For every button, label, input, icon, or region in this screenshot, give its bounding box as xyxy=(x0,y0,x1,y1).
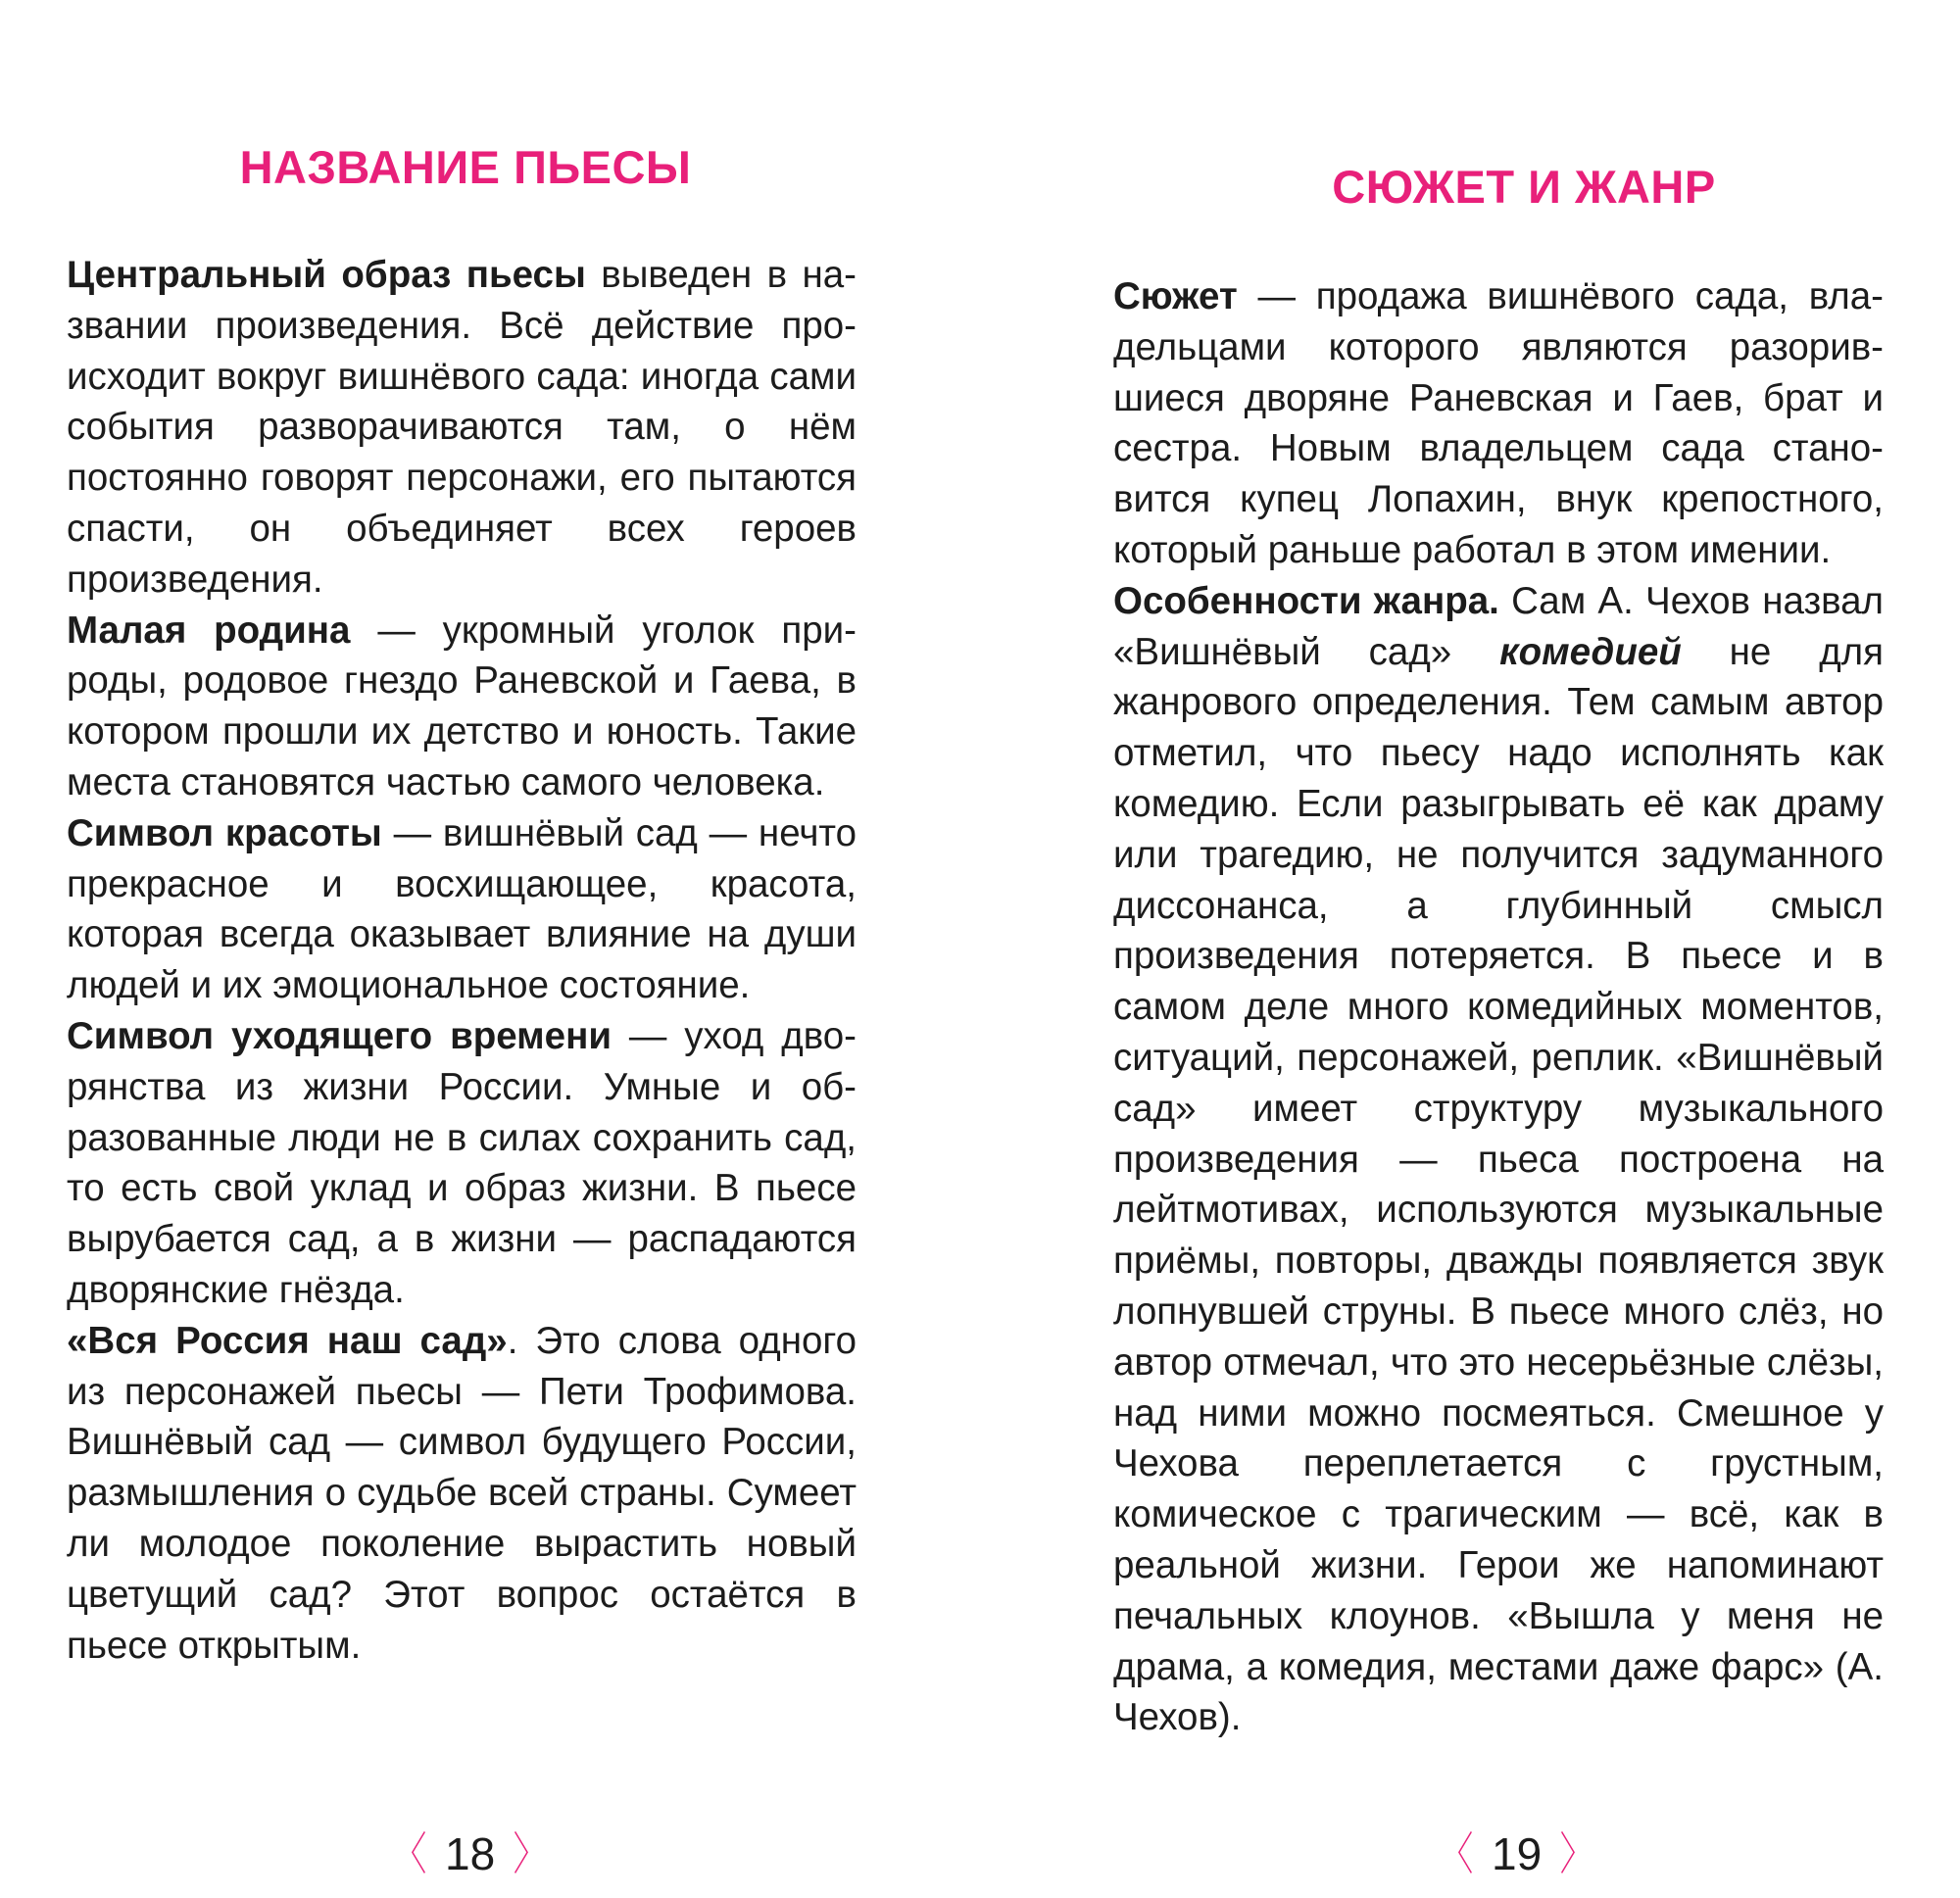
right-page xyxy=(980,0,1960,1898)
paragraph-text: — продажа вишнёвого сада, владельцами которого являются разорившиеся дворяне Раневская и Гаев, брат и сестра. Новым владельцем сада становится купец Лопахин, внук крепостного, который раньше работал в этом имении. xyxy=(1113,275,1884,571)
page-number-value: 19 xyxy=(1492,1828,1543,1879)
page-title: НАЗВАНИЕ ПЬЕСЫ xyxy=(239,141,692,193)
paragraph-text: . Это слова одного из персонажей пьесы — Пети Трофимова. Вишнёвый сад — символ будущего России, размышления о судьбе всей страны. Сумеет ли молодое поколение вырастить новый цветущий сад? Этот вопрос остаётся в пьесе открытым. xyxy=(67,1319,857,1667)
page-title: СЮЖЕТ И ЖАНР xyxy=(1332,161,1716,213)
page-number-value: 18 xyxy=(445,1828,496,1879)
body-text xyxy=(1113,271,1884,1743)
paragraph-small-homeland xyxy=(67,606,857,808)
paragraph-text: — уход дворянства из жизни России. Умные и образованные люди не в силах сохранить сад, то есть свой уклад и образ жизни. В пьесе вырубается сад, а в жизни — распадаются дворянские гнёзда. xyxy=(67,1014,857,1311)
bracket-left-glyph: 〈 xyxy=(394,1828,427,1879)
paragraph-text: выведен в названии произведения. Всё действие происходит вокруг вишнёвого сада: иногда сами события разворачиваются там, о нём постоянно говорят персонажи, его пытаются спасти, он объединяет всех героев произведения. xyxy=(67,254,857,601)
bracket-left-glyph: 〈 xyxy=(1441,1828,1474,1879)
paragraph-genre xyxy=(1113,576,1884,1743)
paragraph-symbol-beauty xyxy=(67,808,857,1011)
body-text xyxy=(67,250,857,1671)
term: Символ уходящего времени xyxy=(67,1014,612,1057)
paragraph-text: не для жанрового определения. Тем самым автор отметил, что пьесу надо исполнять как комедию. Если разыгрывать её как драму или трагедию, не получится задуманного диссонанса, а глубинный смысл произведения потеряется. В пьесе и в самом деле много комедийных моментов, ситуаций, персонажей, реплик. «Вишнёвый сад» имеет структуру музыкального произведения — пьеса построена на лейтмотивах, используются музыкальные приёмы, повторы, дважды появляется звук лопнувшей струны. В пьесе много слёз, но автор отмечал, что это несерьёзные слёзы, над ними можно посмеяться. Смешное у Чехова переплетается с грустным, комическое с трагическим — всё, как в реальной жизни. Герои же напоминают печальных клоунов. «Вышла у меня не драма, а комедия, местами даже фарс» (А. Чехов). xyxy=(1113,630,1884,1739)
paragraph-central-image xyxy=(67,250,857,606)
term: Малая родина xyxy=(67,608,351,652)
term: Особенности жанра. xyxy=(1113,579,1499,622)
emphasis: комедией xyxy=(1499,630,1682,673)
page-number xyxy=(1435,1820,1598,1888)
paragraph-text: — укромный уголок природы, родовое гнездо Раневской и Гаева, в котором прошли их детство и юность. Такие места становятся частью самого человека. xyxy=(67,608,857,803)
term: Сюжет xyxy=(1113,275,1238,317)
page-number xyxy=(388,1820,552,1888)
paragraph-all-russia xyxy=(67,1316,857,1672)
paragraph-text: — вишнёвый сад — нечто прекрасное и восхищающее, красота, которая всегда оказывает влияние на души людей и их эмоциональное состояние. xyxy=(67,811,858,1007)
term: Центральный образ пьесы xyxy=(67,254,586,296)
bracket-right-glyph: 〉 xyxy=(514,1828,546,1879)
term: Символ красоты xyxy=(67,811,382,854)
paragraph-plot xyxy=(1113,271,1884,576)
bracket-right-glyph: 〉 xyxy=(1560,1828,1592,1879)
term: «Вся Россия наш сад» xyxy=(67,1319,508,1362)
paragraph-text: Сам А. Чехов назвал «Вишнёвый сад» xyxy=(1113,579,1884,673)
paragraph-symbol-time xyxy=(67,1011,857,1316)
